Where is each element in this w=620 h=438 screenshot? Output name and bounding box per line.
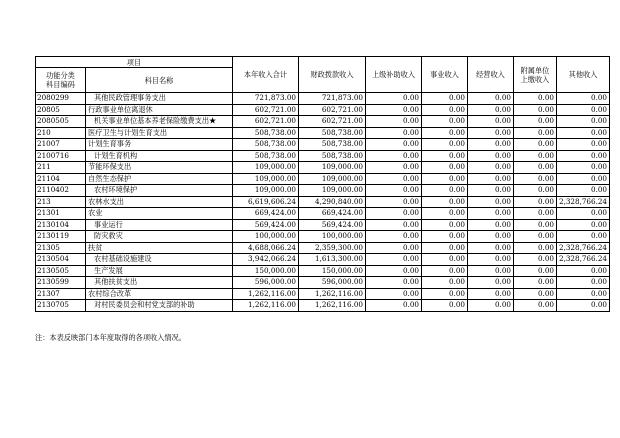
header-total: 本年收入合计 <box>233 57 299 93</box>
row-value: 669,424.00 <box>299 208 366 220</box>
row-value: 0.00 <box>514 300 557 312</box>
row-value: 0.00 <box>557 139 610 151</box>
row-value: 0.00 <box>514 254 557 266</box>
row-value: 0.00 <box>366 139 422 151</box>
row-value: 0.00 <box>422 219 468 231</box>
row-value: 0.00 <box>422 162 468 174</box>
row-value: 1,613,300.00 <box>299 254 366 266</box>
row-value: 508,738.00 <box>233 139 299 151</box>
row-value: 0.00 <box>366 219 422 231</box>
table-row <box>36 127 610 139</box>
row-value: 0.00 <box>557 93 610 105</box>
row-value: 0.00 <box>366 288 422 300</box>
header-name: 科目名称 <box>86 68 233 93</box>
row-value: 1,262,116.00 <box>233 288 299 300</box>
row-value: 602,721.00 <box>233 116 299 128</box>
row-value: 0.00 <box>422 116 468 128</box>
row-value: 109,000.00 <box>233 162 299 174</box>
row-value: 0.00 <box>366 231 422 243</box>
row-value: 0.00 <box>366 300 422 312</box>
table-row <box>36 242 610 254</box>
row-code: 2130104 <box>36 219 86 231</box>
row-value: 2,328,766.24 <box>557 242 610 254</box>
row-value: 0.00 <box>514 231 557 243</box>
table-row <box>36 219 610 231</box>
row-value: 0.00 <box>366 196 422 208</box>
row-value: 0.00 <box>557 208 610 220</box>
table-row <box>36 196 610 208</box>
table-body <box>36 93 610 312</box>
header-row-1 <box>36 57 610 68</box>
row-value: 0.00 <box>468 300 514 312</box>
row-name: 农村综合改革 <box>86 288 233 300</box>
row-code: 21007 <box>36 139 86 151</box>
row-value: 508,738.00 <box>299 139 366 151</box>
table-row <box>36 139 610 151</box>
row-code: 21301 <box>36 208 86 220</box>
table-row <box>36 173 610 185</box>
header-item-group: 项目 <box>36 57 233 68</box>
row-name: 其他民政管理事务支出 <box>86 93 233 105</box>
row-value: 0.00 <box>468 185 514 197</box>
row-name: 计划生育事务 <box>86 139 233 151</box>
row-value: 0.00 <box>557 265 610 277</box>
row-value: 1,262,116.00 <box>299 288 366 300</box>
row-value: 0.00 <box>468 231 514 243</box>
row-value: 0.00 <box>514 242 557 254</box>
row-value: 0.00 <box>366 254 422 266</box>
row-name: 事业运行 <box>86 219 233 231</box>
table-row <box>36 288 610 300</box>
row-value: 0.00 <box>557 185 610 197</box>
row-value: 2,359,300.00 <box>299 242 366 254</box>
row-name: 自然生态保护 <box>86 173 233 185</box>
row-value: 0.00 <box>468 93 514 105</box>
header-subsidiary-line2: 上缴收入 <box>520 74 550 84</box>
row-value: 109,000.00 <box>233 173 299 185</box>
table-row <box>36 231 610 243</box>
row-value: 0.00 <box>422 104 468 116</box>
row-value: 0.00 <box>422 93 468 105</box>
row-value: 0.00 <box>514 104 557 116</box>
row-value: 0.00 <box>514 127 557 139</box>
row-value: 0.00 <box>422 173 468 185</box>
row-code: 21305 <box>36 242 86 254</box>
header-business: 事业收入 <box>422 57 468 93</box>
row-value: 0.00 <box>366 104 422 116</box>
row-value: 0.00 <box>514 93 557 105</box>
row-value: 0.00 <box>468 116 514 128</box>
row-value: 0.00 <box>514 219 557 231</box>
row-value: 0.00 <box>468 139 514 151</box>
row-value: 508,738.00 <box>299 127 366 139</box>
row-value: 0.00 <box>514 196 557 208</box>
row-value: 100,000.00 <box>299 231 366 243</box>
row-value: 0.00 <box>366 162 422 174</box>
row-value: 0.00 <box>468 150 514 162</box>
header-other: 其他收入 <box>557 57 610 93</box>
row-name: 医疗卫生与计划生育支出 <box>86 127 233 139</box>
row-value: 569,424.00 <box>299 219 366 231</box>
row-code: 2110402 <box>36 185 86 197</box>
row-value: 0.00 <box>468 196 514 208</box>
table-row <box>36 93 610 105</box>
row-value: 0.00 <box>366 116 422 128</box>
row-value: 0.00 <box>422 150 468 162</box>
row-value: 602,721.00 <box>299 104 366 116</box>
row-name: 农业 <box>86 208 233 220</box>
header-fiscal: 财政拨款收入 <box>299 57 366 93</box>
row-value: 6,619,606.24 <box>233 196 299 208</box>
row-value: 0.00 <box>557 116 610 128</box>
row-value: 0.00 <box>422 242 468 254</box>
header-subsidiary-line1: 附属单位 <box>520 65 550 75</box>
row-value: 0.00 <box>468 127 514 139</box>
row-name: 节能环保支出 <box>86 162 233 174</box>
row-value: 0.00 <box>422 185 468 197</box>
row-value: 0.00 <box>422 254 468 266</box>
row-value: 0.00 <box>557 104 610 116</box>
row-code: 2130504 <box>36 254 86 266</box>
row-code: 2080505 <box>36 116 86 128</box>
row-value: 0.00 <box>422 208 468 220</box>
row-value: 596,000.00 <box>299 277 366 289</box>
table-row <box>36 150 610 162</box>
row-value: 0.00 <box>514 208 557 220</box>
row-value: 0.00 <box>366 150 422 162</box>
row-value: 2,328,766.24 <box>557 254 610 266</box>
header-code <box>36 68 86 93</box>
row-value: 109,000.00 <box>299 173 366 185</box>
row-value: 0.00 <box>557 288 610 300</box>
row-name: 农林水支出 <box>86 196 233 208</box>
row-name: 农村环境保护 <box>86 185 233 197</box>
row-value: 100,000.00 <box>233 231 299 243</box>
footnote: 注：本表反映部门本年度取得的各项收入情况。 <box>35 333 186 342</box>
row-value: 4,688,066.24 <box>233 242 299 254</box>
row-code: 21104 <box>36 173 86 185</box>
row-value: 569,424.00 <box>233 219 299 231</box>
row-value: 0.00 <box>468 242 514 254</box>
row-value: 0.00 <box>514 288 557 300</box>
row-value: 0.00 <box>557 150 610 162</box>
row-value: 0.00 <box>366 173 422 185</box>
row-value: 150,000.00 <box>233 265 299 277</box>
row-code: 211 <box>36 162 86 174</box>
row-name: 防灾救灾 <box>86 231 233 243</box>
row-value: 0.00 <box>557 127 610 139</box>
row-value: 0.00 <box>557 219 610 231</box>
row-value: 508,738.00 <box>233 127 299 139</box>
row-value: 0.00 <box>422 288 468 300</box>
row-code: 2100716 <box>36 150 86 162</box>
row-value: 721,873.00 <box>299 93 366 105</box>
row-value: 0.00 <box>468 219 514 231</box>
row-value: 2,328,766.24 <box>557 196 610 208</box>
income-table <box>35 56 610 312</box>
row-value: 0.00 <box>422 139 468 151</box>
row-code: 213 <box>36 196 86 208</box>
header-subsidiary <box>514 57 557 93</box>
row-value: 0.00 <box>366 127 422 139</box>
row-name: 生产发展 <box>86 265 233 277</box>
table-row <box>36 254 610 266</box>
row-value: 669,424.00 <box>233 208 299 220</box>
row-value: 0.00 <box>557 173 610 185</box>
row-value: 0.00 <box>514 265 557 277</box>
row-name: 计划生育机构 <box>86 150 233 162</box>
header-operating: 经营收入 <box>468 57 514 93</box>
row-value: 0.00 <box>468 104 514 116</box>
header-code-line1: 功能分类 <box>46 71 75 80</box>
row-code: 2130705 <box>36 300 86 312</box>
row-value: 0.00 <box>366 265 422 277</box>
row-value: 0.00 <box>422 300 468 312</box>
row-value: 0.00 <box>514 277 557 289</box>
row-code: 2130505 <box>36 265 86 277</box>
row-code: 21307 <box>36 288 86 300</box>
table-row <box>36 162 610 174</box>
row-value: 4,290,840.00 <box>299 196 366 208</box>
row-value: 0.00 <box>366 185 422 197</box>
row-value: 0.00 <box>366 242 422 254</box>
row-name: 其他扶贫支出 <box>86 277 233 289</box>
row-value: 0.00 <box>422 196 468 208</box>
row-value: 508,738.00 <box>233 150 299 162</box>
row-value: 0.00 <box>514 150 557 162</box>
row-name: 行政事业单位离退休 <box>86 104 233 116</box>
header-code-line2: 科目编码 <box>46 80 75 89</box>
row-value: 0.00 <box>468 162 514 174</box>
row-value: 0.00 <box>422 265 468 277</box>
row-value: 602,721.00 <box>299 116 366 128</box>
table-row <box>36 185 610 197</box>
row-value: 0.00 <box>468 208 514 220</box>
row-value: 602,721.00 <box>233 104 299 116</box>
row-value: 0.00 <box>514 139 557 151</box>
row-code: 2130119 <box>36 231 86 243</box>
row-value: 3,942,066.24 <box>233 254 299 266</box>
row-value: 0.00 <box>468 173 514 185</box>
row-value: 0.00 <box>422 277 468 289</box>
row-value: 109,000.00 <box>299 185 366 197</box>
row-value: 150,000.00 <box>299 265 366 277</box>
table-row <box>36 265 610 277</box>
row-name: 农村基础设施建设 <box>86 254 233 266</box>
table-row <box>36 116 610 128</box>
row-value: 0.00 <box>557 231 610 243</box>
row-value: 0.00 <box>366 93 422 105</box>
row-name: 对村民委员会和村党支部的补助 <box>86 300 233 312</box>
row-value: 0.00 <box>514 162 557 174</box>
table-row <box>36 208 610 220</box>
row-value: 0.00 <box>468 265 514 277</box>
row-value: 0.00 <box>468 288 514 300</box>
row-value: 0.00 <box>557 300 610 312</box>
row-value: 0.00 <box>468 277 514 289</box>
row-value: 0.00 <box>366 208 422 220</box>
row-value: 0.00 <box>422 231 468 243</box>
row-value: 1,262,116.00 <box>299 300 366 312</box>
row-name: 扶贫 <box>86 242 233 254</box>
row-code: 2130599 <box>36 277 86 289</box>
row-value: 1,262,116.00 <box>233 300 299 312</box>
row-value: 508,738.00 <box>299 150 366 162</box>
row-value: 0.00 <box>557 277 610 289</box>
row-name: 机关事业单位基本养老保险缴费支出★ <box>86 116 233 128</box>
row-value: 0.00 <box>366 277 422 289</box>
row-code: 210 <box>36 127 86 139</box>
row-value: 109,000.00 <box>233 185 299 197</box>
row-value: 0.00 <box>468 254 514 266</box>
row-code: 20805 <box>36 104 86 116</box>
table-row <box>36 104 610 116</box>
row-code: 2080299 <box>36 93 86 105</box>
row-value: 0.00 <box>557 162 610 174</box>
table-row <box>36 277 610 289</box>
row-value: 0.00 <box>514 116 557 128</box>
row-value: 596,000.00 <box>233 277 299 289</box>
row-value: 0.00 <box>422 127 468 139</box>
row-value: 721,873.00 <box>233 93 299 105</box>
header-superior: 上级补助收入 <box>366 57 422 93</box>
row-value: 0.00 <box>514 173 557 185</box>
row-value: 0.00 <box>514 185 557 197</box>
row-value: 109,000.00 <box>299 162 366 174</box>
table-row <box>36 300 610 312</box>
